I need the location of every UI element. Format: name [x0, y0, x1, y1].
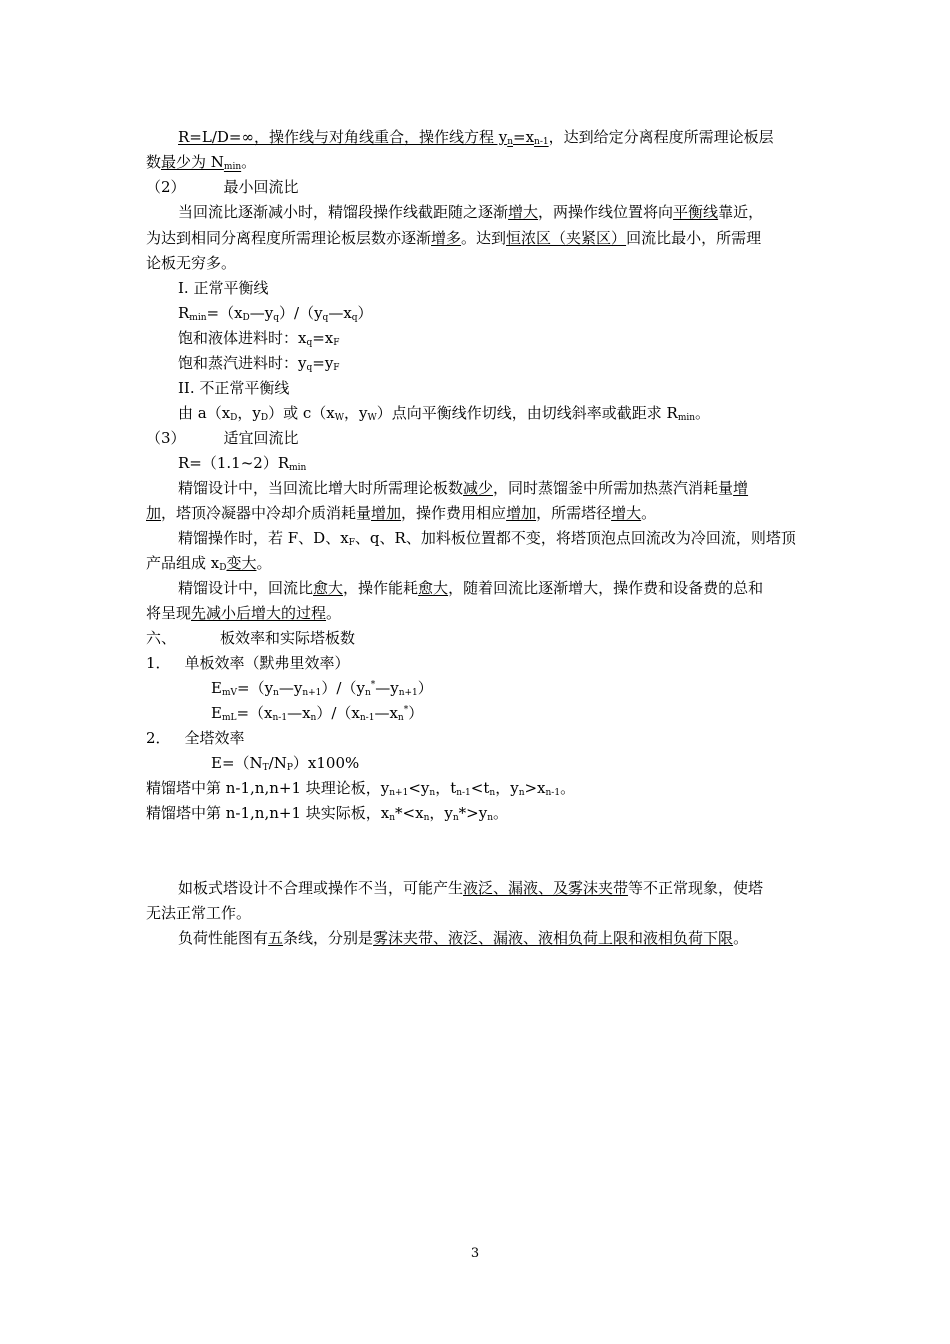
text-run: ，两操作线位置将向	[538, 203, 674, 221]
text-run: ，达到给定分离程度所需理论板层	[548, 128, 774, 146]
underlined-text: 液泛、漏液、及雾沫夹带	[463, 879, 629, 897]
superscript: *	[370, 680, 376, 690]
paragraph-line	[146, 553, 271, 573]
text-run: 精馏设计中，回流比	[178, 579, 314, 597]
subscript: D	[260, 413, 269, 423]
subscript: n-1	[359, 713, 375, 723]
text-run: ）点向平衡线作切线，由切线斜率或截距求 R	[376, 404, 678, 422]
subscript: min	[289, 463, 307, 473]
subscript: n-1	[534, 137, 549, 147]
subscript: P	[286, 763, 293, 773]
subscript: n	[389, 813, 396, 823]
subscript: W	[334, 413, 344, 423]
paragraph-line	[146, 503, 656, 523]
superscript: *	[403, 705, 409, 715]
underlined-text: 平衡线	[673, 203, 719, 221]
subscript: min	[189, 313, 207, 323]
subscript: F	[348, 538, 355, 548]
subscript: min	[677, 413, 696, 423]
formula-line	[178, 303, 373, 323]
text-run: ，所需塔径	[536, 504, 612, 522]
underlined-text: R=L/D=∞，操作线与对角线重合，操作线方程 y	[178, 128, 508, 146]
paragraph-line	[178, 127, 774, 147]
subscript: n	[423, 813, 430, 823]
underlined-text: 最少为 N	[161, 153, 224, 171]
text-run: <t	[470, 779, 490, 797]
subscript: q	[306, 338, 313, 348]
text-run: I. 正常平衡线	[178, 279, 269, 297]
text-run: <y	[408, 779, 430, 797]
underlined-text: 五	[268, 929, 284, 947]
text-run: 精馏操作时，若 F、D、x	[178, 529, 349, 547]
text-run: —y	[375, 679, 399, 697]
underlined-text: 雾沫夹带、液泛、漏液、液相负荷上限和液相负荷下限	[373, 929, 734, 947]
text-run: 。达到	[461, 229, 507, 247]
text-run: >x	[524, 779, 546, 797]
formula-line	[178, 453, 306, 473]
subscript: n	[452, 813, 459, 823]
paragraph-line	[178, 403, 710, 423]
text-run: 。	[560, 779, 576, 797]
text-run: ，y	[237, 404, 261, 422]
subscript: q	[322, 313, 329, 323]
subscript: mL	[221, 713, 237, 723]
subscript: F	[333, 363, 340, 373]
subscript: n	[429, 788, 436, 798]
text-run: =（x	[236, 704, 273, 722]
paragraph-line	[178, 578, 763, 598]
text-run: 。	[241, 153, 257, 171]
underlined-text: 减少	[463, 479, 494, 497]
subscript: n+1	[302, 688, 322, 698]
underlined-text: 加	[146, 504, 162, 522]
subscript: q	[273, 313, 280, 323]
text-run: 饱和液体进料时：x	[178, 329, 307, 347]
subscript: n	[310, 713, 317, 723]
text-run: ）/（y	[279, 304, 323, 322]
text-run: 产品组成 x	[146, 554, 220, 572]
paragraph-line	[178, 878, 763, 898]
subscript: q	[351, 313, 358, 323]
text-run: =（x	[206, 304, 243, 322]
text-run: 负荷性能图有	[178, 929, 269, 947]
text-run: ，塔顶冷凝器中冷却介质消耗量	[161, 504, 372, 522]
text-run: 为达到相同分离程度所需理论板层数亦逐渐	[146, 229, 432, 247]
text-run: 将呈现	[146, 604, 192, 622]
text-run: ，t	[435, 779, 457, 797]
text-run: ）	[408, 704, 424, 722]
subscript: n	[364, 688, 371, 698]
subscript: q	[306, 363, 313, 373]
paragraph-line	[146, 253, 236, 273]
subscript: min	[223, 162, 242, 172]
text-run: ，y	[495, 779, 519, 797]
text-run: ）/（y	[321, 679, 365, 697]
text-run: —x	[287, 704, 311, 722]
text-run: *<x	[395, 804, 424, 822]
text-run: ）	[417, 679, 433, 697]
underlined-text: 增大	[611, 504, 642, 522]
text-run: 饱和蒸汽进料时：y	[178, 354, 307, 372]
subscript: n	[273, 688, 279, 698]
text-run: 论板无穷多。	[146, 254, 237, 272]
paragraph-line	[146, 603, 341, 623]
text-run: /N	[268, 754, 287, 772]
subscript: mV	[221, 688, 237, 698]
text-run: —x	[374, 704, 398, 722]
underlined-text: 增多	[431, 229, 462, 247]
subscript: D	[219, 563, 227, 573]
subscript: n-1	[456, 788, 471, 798]
underlined-text: 愈大	[418, 579, 449, 597]
formula-line	[211, 678, 433, 698]
text-run: =x	[312, 329, 334, 347]
text-run: ）/（x	[316, 704, 360, 722]
subscript: n	[487, 813, 493, 823]
text-run: 。	[695, 404, 711, 422]
page-number: 3	[470, 1246, 480, 1261]
subscript: n-1	[545, 788, 561, 798]
subscript: W	[367, 413, 377, 423]
formula-line	[178, 353, 340, 373]
subscript: n	[518, 788, 525, 798]
subscript: n	[397, 713, 404, 723]
section-heading: （2） 最小回流比	[146, 178, 299, 196]
text-run: 精馏设计中，当回流比增大时所需理论板数	[178, 479, 464, 497]
text-run: 精馏塔中第 n-1,n,n+1 块理论板，y	[146, 779, 390, 797]
text-run: ）x100%	[292, 754, 360, 772]
chapter-heading: 六、 板效率和实际塔板数	[146, 629, 356, 647]
text-run: II. 不正常平衡线	[178, 379, 290, 397]
paragraph-line	[146, 803, 508, 823]
formula-line	[211, 703, 423, 723]
text-run: —y	[249, 304, 274, 322]
underlined-text: 变大	[226, 554, 257, 572]
paragraph-line	[178, 928, 748, 948]
formula-line	[178, 328, 340, 348]
text-run: 。	[493, 804, 509, 822]
text-run: 。	[733, 929, 749, 947]
text-run: *>y	[458, 804, 488, 822]
paragraph-line	[178, 528, 796, 548]
text-run: 由 a（x	[178, 404, 231, 422]
paragraph-line	[178, 202, 763, 222]
section-heading: （3） 适宜回流比	[146, 429, 299, 447]
subscript: n+1	[398, 688, 418, 698]
paragraph-line	[178, 478, 748, 498]
paragraph-line	[146, 778, 575, 798]
numbered-heading: 1． 单板效率（默弗里效率）	[146, 654, 350, 672]
text-run: 条线，分别是	[283, 929, 374, 947]
text-run: —x	[328, 304, 352, 322]
subscript: n	[507, 137, 514, 147]
text-run: R	[178, 304, 190, 322]
text-run: 当回流比逐渐减小时，精馏段操作线截距随之逐渐	[178, 203, 509, 221]
text-run: ）或 c（x	[268, 404, 335, 422]
subscript: n	[489, 788, 496, 798]
text-run: 无法正常工作。	[146, 904, 252, 922]
text-run: 精馏塔中第 n-1,n,n+1 块实际板，x	[146, 804, 390, 822]
text-run: 如板式塔设计不合理或操作不当，可能产生	[178, 879, 464, 897]
text-run: =y	[312, 354, 334, 372]
subheading	[178, 378, 289, 398]
subscript: D	[230, 413, 238, 423]
text-run: 数	[146, 153, 162, 171]
text-run: 。	[256, 554, 272, 572]
text-run: =（y	[237, 679, 274, 697]
text-run: ，随着回流比逐渐增大，操作费和设备费的总和	[448, 579, 764, 597]
underlined-text: 愈大	[313, 579, 344, 597]
text-run: E=（N	[211, 754, 263, 772]
subscript: T	[262, 763, 269, 773]
underlined-text: 增加	[506, 504, 537, 522]
underlined-text: 增	[733, 479, 749, 497]
underlined-text: 增加	[371, 504, 402, 522]
text-run: 靠近，	[718, 203, 764, 221]
subscript: D	[242, 313, 250, 323]
text-run: ，操作能耗	[343, 579, 419, 597]
text-run: ）	[357, 304, 373, 322]
text-run: ，同时蒸馏釜中所需加热蒸汽消耗量	[493, 479, 734, 497]
text-run: ，y	[429, 804, 453, 822]
numbered-heading: 2． 全塔效率	[146, 729, 245, 747]
text-run: 。	[326, 604, 342, 622]
text-run: 等不正常现象，使塔	[628, 879, 764, 897]
formula-line	[211, 753, 359, 773]
paragraph-line	[146, 152, 256, 172]
underlined-text: =x	[513, 128, 535, 146]
text-run: ，操作费用相应	[401, 504, 507, 522]
text-run: E	[211, 704, 222, 722]
text-run: 、q、R、加料板位置都不变，将塔顶泡点回流改为冷回流，则塔顶	[354, 529, 796, 547]
subscript: F	[333, 338, 340, 348]
subscript: n-1	[272, 713, 288, 723]
text-run: E	[211, 679, 222, 697]
subheading	[178, 278, 268, 298]
paragraph-line	[146, 903, 251, 923]
underlined-text: 恒浓区（夹紧区）	[506, 229, 627, 247]
underlined-text: 增大	[508, 203, 539, 221]
paragraph-line	[146, 228, 761, 248]
text-run: 。	[641, 504, 657, 522]
underlined-text: 先减小后增大的过程	[191, 604, 327, 622]
text-run: 回流比最小，所需理	[626, 229, 762, 247]
text-run: —y	[278, 679, 303, 697]
subscript: n+1	[389, 788, 409, 798]
text-run: R=（1.1~2）R	[178, 454, 290, 472]
text-run: ，y	[344, 404, 368, 422]
